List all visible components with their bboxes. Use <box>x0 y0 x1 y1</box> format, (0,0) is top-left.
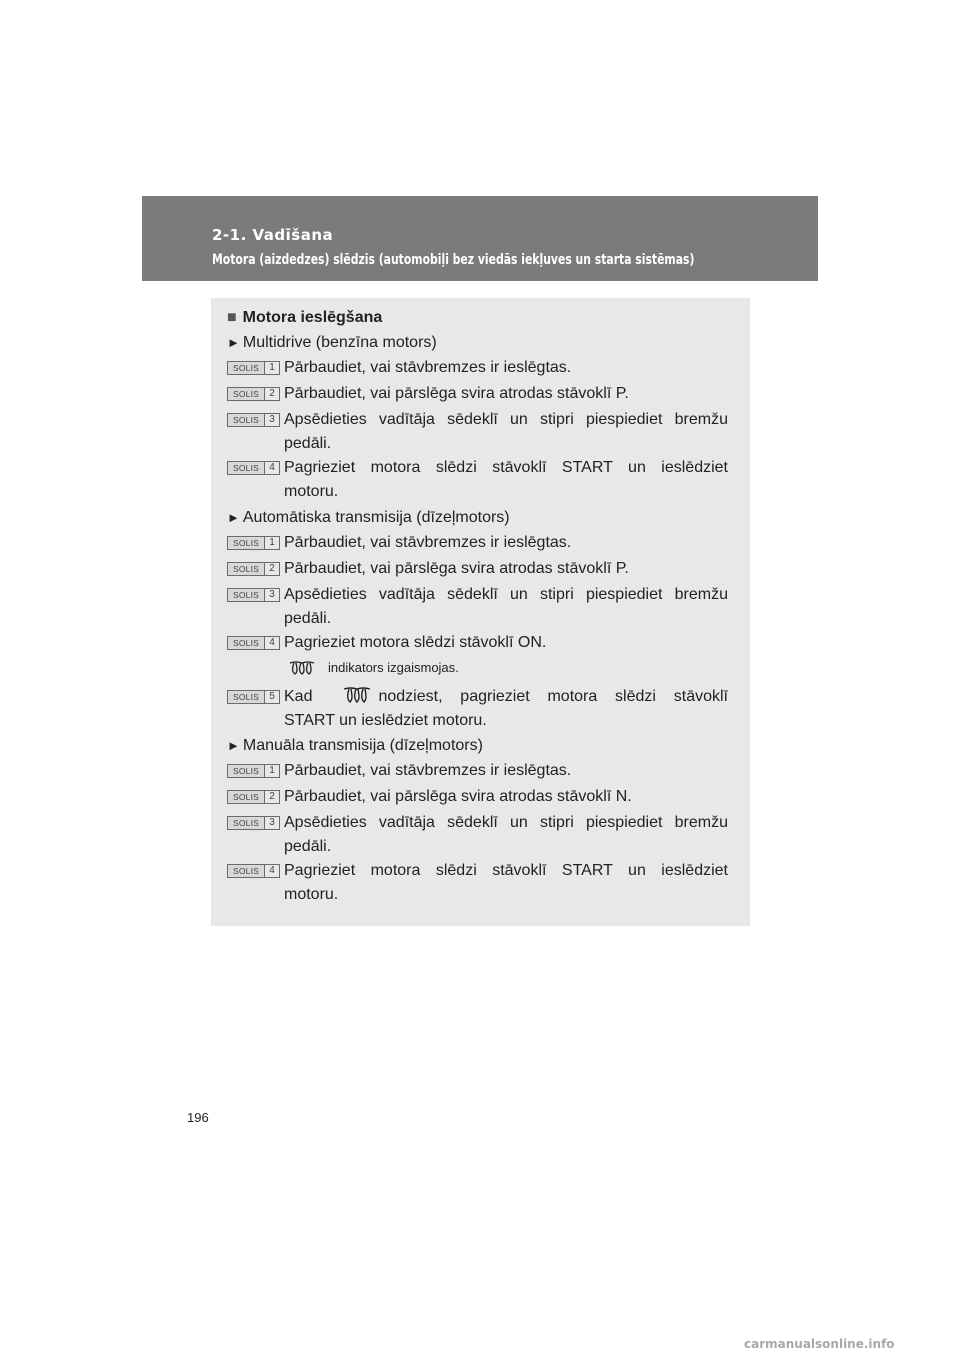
step-badge: SOLIS 1 <box>227 536 280 550</box>
triangle-right-icon: ► <box>227 335 240 350</box>
step-text-continued: pedāli. <box>284 838 332 855</box>
step-text-continued: pedāli. <box>284 435 332 452</box>
step-item <box>227 759 728 783</box>
step-item <box>227 811 728 859</box>
step-text: Pagrieziet motora slēdzi stāvoklī ON. <box>284 634 547 651</box>
step-badge: SOLIS 3 <box>227 816 280 830</box>
chapter-header <box>142 196 818 281</box>
step-text: Pārbaudiet, vai pārslēga svira atrodas stāvoklī P. <box>284 385 629 402</box>
step-badge: SOLIS 2 <box>227 387 280 401</box>
step-text-continued: pedāli. <box>284 610 332 627</box>
triangle-right-icon: ► <box>227 738 240 753</box>
watermark: carmanualsonline.info <box>744 1337 895 1351</box>
step-item <box>227 583 728 631</box>
step-badge: SOLIS 2 <box>227 790 280 804</box>
step-text: Pagrieziet motora slēdzi stāvoklī START un ieslēdziet <box>284 459 728 476</box>
group-title: ► Automātiska transmisija (dīzeļmotors) <box>227 509 510 526</box>
group-title: ► Manuāla transmisija (dīzeļmotors) <box>227 737 483 754</box>
step-text: Pagrieziet motora slēdzi stāvoklī START un ieslēdziet <box>284 862 728 879</box>
group-title: ► Multidrive (benzīna motors) <box>227 334 437 351</box>
step-text: Pārbaudiet, vai stāvbremzes ir ieslēgtas. <box>284 762 572 779</box>
step-badge: SOLIS 5 <box>227 690 280 704</box>
step-text: Apsēdieties vadītāja sēdeklī un stipri piespiediet bremžu <box>284 411 728 428</box>
step-text-continued: motoru. <box>284 483 339 500</box>
step-badge: SOLIS 2 <box>227 562 280 576</box>
step-item <box>227 859 728 907</box>
step-item <box>227 382 728 406</box>
step-item <box>227 785 728 809</box>
step-item <box>227 531 728 555</box>
step-badge: SOLIS 3 <box>227 588 280 602</box>
step-badge: SOLIS 1 <box>227 361 280 375</box>
step-item <box>227 631 728 655</box>
step-badge: SOLIS 1 <box>227 764 280 778</box>
step-text: Apsēdieties vadītāja sēdeklī un stipri piespiediet bremžu <box>284 814 728 831</box>
step-text: Pārbaudiet, vai pārslēga svira atrodas stāvoklī N. <box>284 788 632 805</box>
step-item <box>227 408 728 456</box>
step-text: Pārbaudiet, vai stāvbremzes ir ieslēgtas. <box>284 534 572 551</box>
step-badge: SOLIS 4 <box>227 461 280 475</box>
step-item <box>227 557 728 581</box>
indicator-note: indikators izgaismojas. <box>288 658 459 678</box>
step-text: Pārbaudiet, vai stāvbremzes ir ieslēgtas. <box>284 359 572 376</box>
triangle-right-icon: ► <box>227 510 240 525</box>
page-title: Motora (aizdedzes) slēdzis (automobiļi bez viedās iekļuves un starta sistēmas) <box>212 252 695 268</box>
step-badge: SOLIS 4 <box>227 864 280 878</box>
step-item <box>227 456 728 504</box>
step-text: Apsēdieties vadītāja sēdeklī un stipri piespiediet bremžu <box>284 586 728 603</box>
page-number: 196 <box>187 1110 209 1125</box>
glow-plug-indicator-icon <box>342 685 372 705</box>
step-badge: SOLIS 4 <box>227 636 280 650</box>
step-text-continued: START un ieslēdziet motoru. <box>284 712 487 729</box>
section-label: 2-1. Vadīšana <box>212 226 334 244</box>
step-text: Pārbaudiet, vai pārslēga svira atrodas stāvoklī P. <box>284 560 629 577</box>
step-text: Kad nodziest, pagrieziet motora slēdzi stāvoklī <box>284 685 728 709</box>
step-item <box>227 685 728 733</box>
square-bullet-icon: ■ <box>227 309 237 326</box>
step-item <box>227 356 728 380</box>
step-text-continued: motoru. <box>284 886 339 903</box>
section-heading: ■ Motora ieslēgšana <box>227 309 383 326</box>
step-badge: SOLIS 3 <box>227 413 280 427</box>
glow-plug-indicator-icon <box>288 659 316 677</box>
